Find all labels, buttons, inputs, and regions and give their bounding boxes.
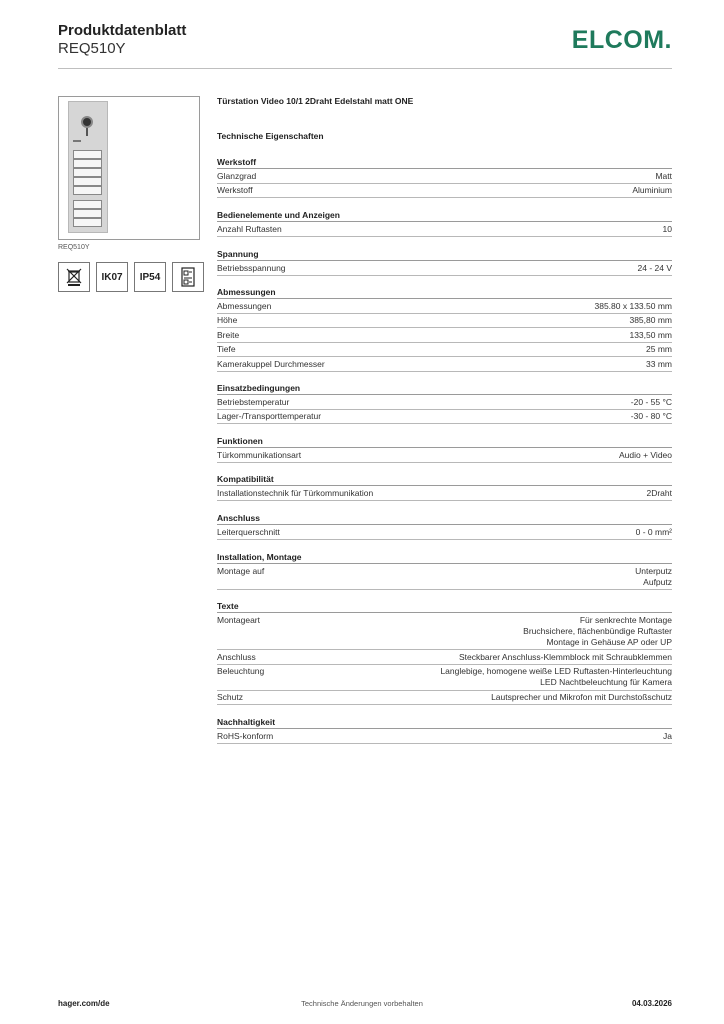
product-image <box>58 96 200 240</box>
section-title: Installation, Montage <box>217 552 302 562</box>
call-key <box>73 159 102 168</box>
footer-date: 04.03.2026 <box>631 999 672 1008</box>
call-key <box>73 200 102 209</box>
spec-row: Leiterquerschnitt 0 - 0 mm² <box>217 527 672 537</box>
spec-row: Höhe 385,80 mm <box>217 315 672 325</box>
section-title: Texte <box>217 601 239 611</box>
section-title: Kompatibilität <box>217 474 274 484</box>
section-title: Spannung <box>217 249 259 259</box>
spec-row: Betriebstemperatur -20 - 55 °C <box>217 397 672 407</box>
spec-row: Abmessungen 385.80 x 133.50 mm <box>217 301 672 311</box>
spec-row: Schutz Lautsprecher und Mikrofon mit Durchstoßschutz <box>217 692 672 702</box>
section-title: Anschluss <box>217 513 260 523</box>
spec-row: Breite 133,50 mm <box>217 330 672 340</box>
footer-website-link[interactable]: hager.com/de <box>58 999 110 1008</box>
spec-row: Glanzgrad Matt <box>217 171 672 181</box>
call-key <box>73 218 102 227</box>
spec-row: Anschluss Steckbarer Anschluss-Klemmblock mit Schraubklemmen <box>217 652 672 662</box>
brand-logo: ELCOM. <box>571 26 672 54</box>
spec-row: Montage auf Unterputz Aufputz <box>217 566 672 587</box>
section-title: Funktionen <box>217 436 263 446</box>
section-title: Nachhaltigkeit <box>217 717 276 727</box>
header-divider <box>58 68 672 69</box>
spec-row: Montageart Für senkrechte Montage Bruchsichere, flächenbündige Ruftaster Montage in Gehäuse AP oder UP <box>217 615 672 647</box>
spec-row: Installationstechnik für Türkommunikation 2Draht <box>217 488 672 498</box>
spec-row: Kamerakuppel Durchmesser 33 mm <box>217 359 672 369</box>
camera-icon <box>81 116 93 128</box>
call-key <box>73 168 102 177</box>
product-name: Türstation Video 10/1 2Draht Edelstahl matt ONE <box>217 96 414 106</box>
section-title: Bedienelemente und Anzeigen <box>217 210 340 220</box>
door-station-panel <box>68 101 108 233</box>
image-caption: REQ510Y <box>58 244 90 251</box>
call-key <box>73 186 102 195</box>
properties-heading: Technische Eigenschaften <box>217 131 324 141</box>
weee-bin-icon <box>58 262 90 292</box>
ip-rating-badge: IP54 <box>134 262 166 292</box>
spec-row: Türkommunikationsart Audio + Video <box>217 450 672 460</box>
section-title: Werkstoff <box>217 157 257 167</box>
footer-disclaimer: Technische Änderungen vorbehalten <box>301 999 423 1008</box>
spec-row: Tiefe 25 mm <box>217 344 672 354</box>
page-title: Produktdatenblatt <box>58 22 187 39</box>
spec-row: Lager-/Transporttemperatur -30 - 80 °C <box>217 411 672 421</box>
section-title: Einsatzbedingungen <box>217 383 301 393</box>
call-key <box>73 150 102 159</box>
section-title: Abmessungen <box>217 287 276 297</box>
spec-row: RoHS-konform Ja <box>217 731 672 741</box>
call-key <box>73 209 102 218</box>
product-code: REQ510Y <box>58 40 126 57</box>
spec-row: Betriebsspannung 24 - 24 V <box>217 263 672 273</box>
call-key <box>73 177 102 186</box>
certification-badges <box>58 262 204 292</box>
spec-row: Anzahl Ruftasten 10 <box>217 224 672 234</box>
spec-row: Beleuchtung Langlebige, homogene weiße LED Ruftasten-Hinterleuchtung LED Nachtbeleuchtung für Kamera <box>217 666 672 687</box>
ik-rating-badge: IK07 <box>96 262 128 292</box>
datasheet-icon <box>172 262 204 292</box>
spec-row: Werkstoff Aluminium <box>217 185 672 195</box>
